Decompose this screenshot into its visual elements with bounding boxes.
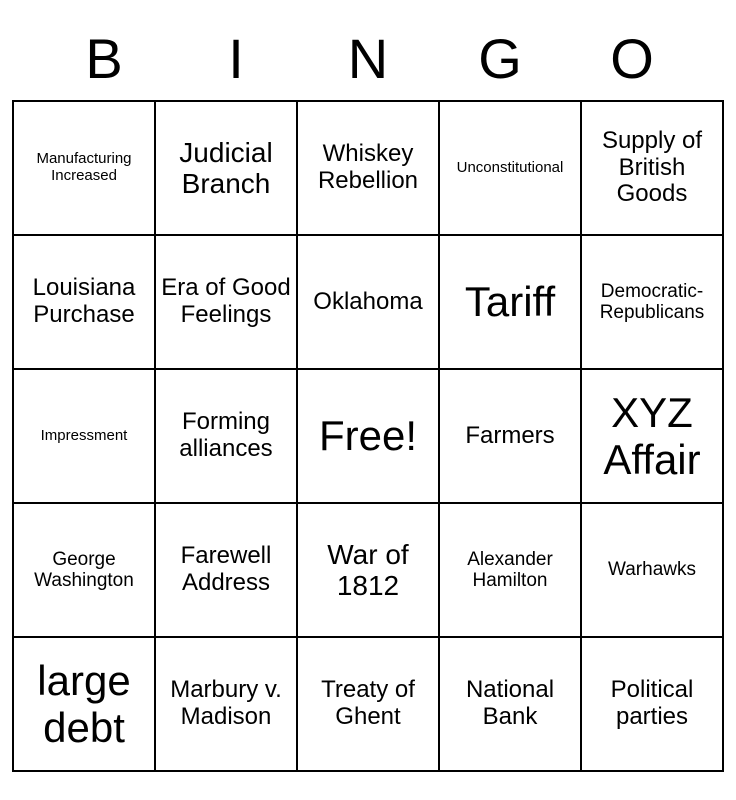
bingo-cell[interactable] xyxy=(439,503,581,637)
bingo-cell-label: Forming alliances xyxy=(179,408,273,462)
bingo-cell-label: Marbury v. Madison xyxy=(170,676,282,730)
header-letter-g: G xyxy=(478,27,522,90)
bingo-cell[interactable] xyxy=(581,101,723,235)
bingo-cell[interactable] xyxy=(581,637,723,771)
header-letter-o: O xyxy=(610,27,654,90)
bingo-cell-label: Political parties xyxy=(610,676,694,730)
bingo-cell-label: Farewell Address xyxy=(180,542,272,596)
bingo-cell-label: Louisiana Purchase xyxy=(32,274,136,328)
bingo-cell[interactable] xyxy=(297,101,439,235)
header-letter-n: N xyxy=(347,27,389,90)
bingo-cell[interactable] xyxy=(13,637,155,771)
bingo-cell-label: Treaty of Ghent xyxy=(321,676,415,730)
bingo-grid xyxy=(12,100,724,772)
bingo-header xyxy=(38,0,698,90)
bingo-cell[interactable] xyxy=(155,235,297,369)
bingo-cell-label: Free! xyxy=(318,412,418,460)
bingo-cell-label: Judicial Branch xyxy=(179,136,273,199)
bingo-cell-label: Era of Good Feelings xyxy=(161,274,291,328)
bingo-cell[interactable] xyxy=(155,503,297,637)
bingo-cell-label: Oklahoma xyxy=(313,287,423,315)
bingo-cell-label: large debt xyxy=(37,656,131,751)
bingo-cell-label: George Washington xyxy=(34,548,134,591)
bingo-cell[interactable] xyxy=(439,369,581,503)
bingo-row xyxy=(13,101,723,235)
bingo-cell[interactable] xyxy=(297,503,439,637)
header-letter-b: B xyxy=(85,27,123,90)
bingo-cell[interactable] xyxy=(155,101,297,235)
bingo-cell[interactable] xyxy=(155,637,297,771)
bingo-cell[interactable] xyxy=(581,235,723,369)
bingo-cell[interactable] xyxy=(439,101,581,235)
bingo-cell[interactable] xyxy=(155,369,297,503)
bingo-cell[interactable] xyxy=(13,503,155,637)
bingo-cell-free[interactable] xyxy=(297,369,439,503)
bingo-cell-label: Alexander Hamilton xyxy=(467,548,553,591)
bingo-row xyxy=(13,235,723,369)
bingo-cell-label: Whiskey Rebellion xyxy=(317,140,419,194)
bingo-row xyxy=(13,503,723,637)
bingo-row xyxy=(13,369,723,503)
bingo-cell-label: War of 1812 xyxy=(327,538,409,601)
bingo-cell[interactable] xyxy=(297,637,439,771)
bingo-cell[interactable] xyxy=(13,369,155,503)
bingo-cell-label: Warhawks xyxy=(608,559,696,581)
bingo-cell[interactable] xyxy=(581,503,723,637)
header-letter-i: I xyxy=(228,27,244,90)
bingo-cell-label: Manufacturing Increased xyxy=(36,150,132,184)
bingo-cell[interactable] xyxy=(13,235,155,369)
bingo-cell-label: Unconstitutional xyxy=(456,158,564,176)
bingo-cell[interactable] xyxy=(297,235,439,369)
bingo-row xyxy=(13,637,723,771)
bingo-cell-label: Farmers xyxy=(465,421,555,449)
bingo-cell[interactable] xyxy=(439,235,581,369)
bingo-cell[interactable] xyxy=(439,637,581,771)
bingo-cell-label: National Bank xyxy=(465,676,555,730)
bingo-cell-label: Supply of British Goods xyxy=(601,126,703,208)
bingo-cell-label: XYZ Affair xyxy=(603,388,701,483)
bingo-cell[interactable] xyxy=(13,101,155,235)
bingo-cell[interactable] xyxy=(581,369,723,503)
bingo-cell-label: Impressment xyxy=(40,426,128,444)
bingo-cell-label: Democratic-Republicans xyxy=(599,280,705,323)
bingo-cell-label: Tariff xyxy=(464,278,556,326)
